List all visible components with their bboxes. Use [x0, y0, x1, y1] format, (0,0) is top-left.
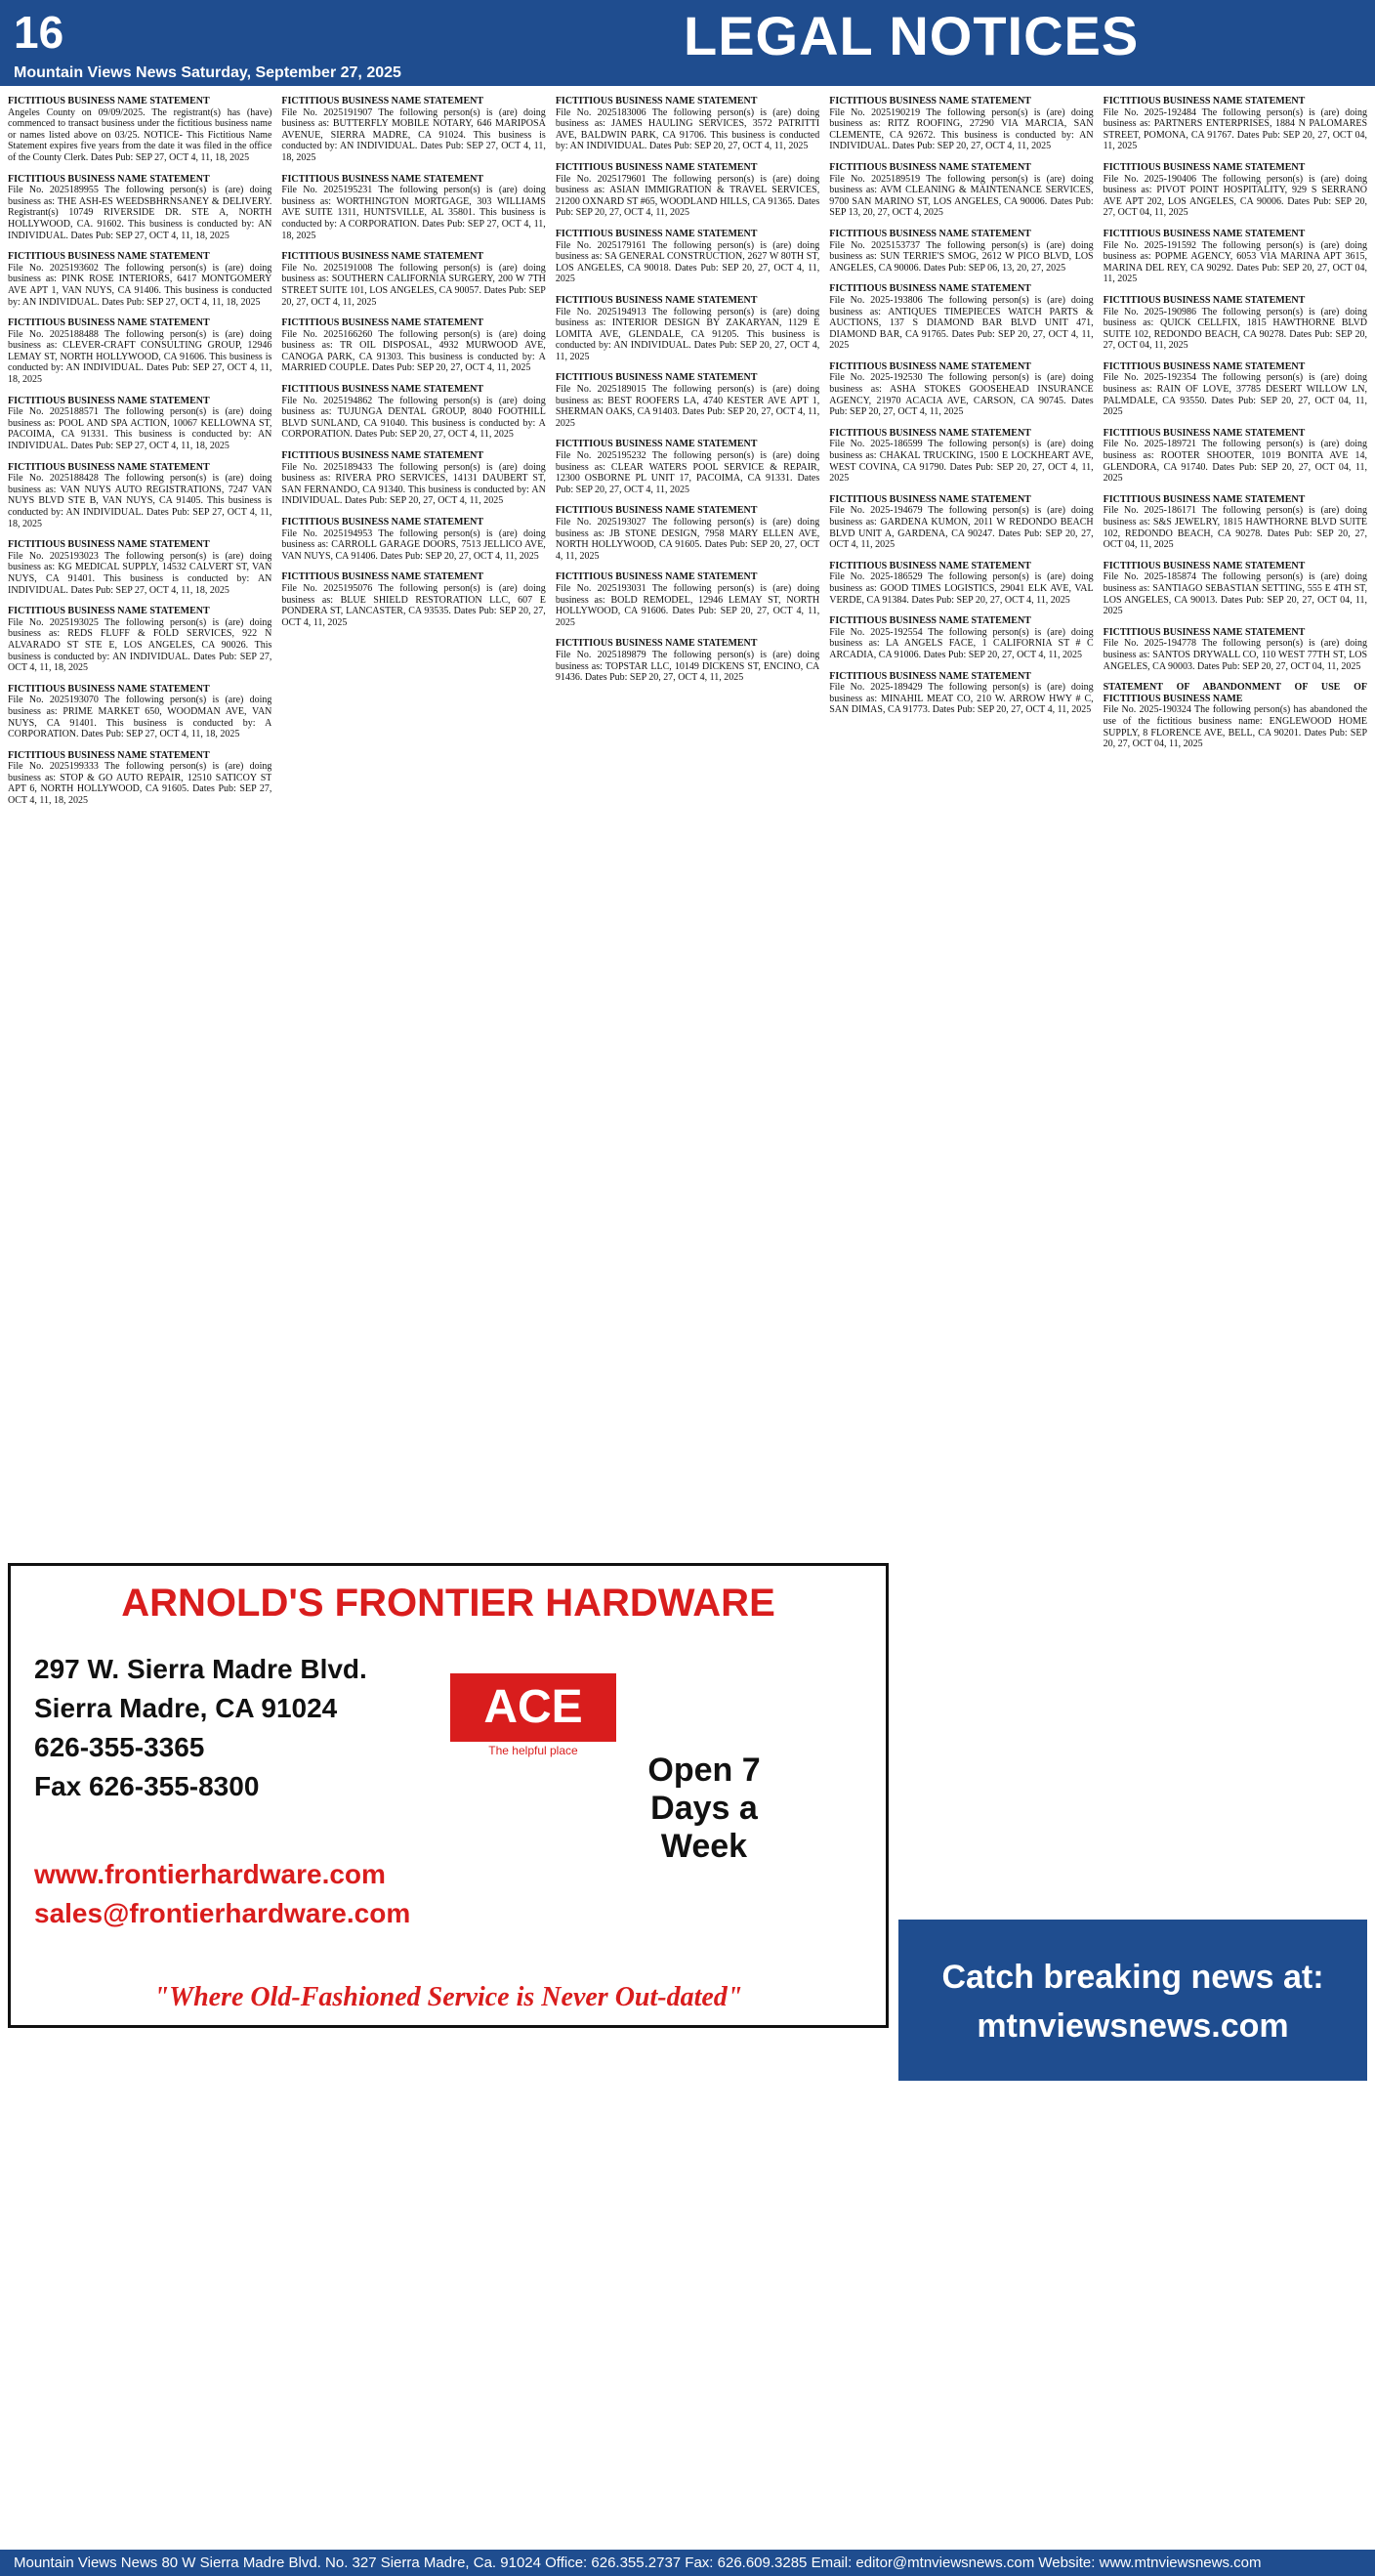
- ace-tagline: The helpful place: [488, 1744, 578, 1757]
- notice-title: FICTITIOUS BUSINESS NAME STATEMENT: [829, 96, 1031, 106]
- ad-fax: Fax 626-355-8300: [34, 1771, 260, 1801]
- publication-name: Mountain Views News: [14, 64, 177, 81]
- notice-title: FICTITIOUS BUSINESS NAME STATEMENT: [829, 560, 1031, 571]
- ad-address-line2: Sierra Madre, CA 91024: [34, 1693, 338, 1723]
- legal-notice: [8, 96, 271, 164]
- notice-title: FICTITIOUS BUSINESS NAME STATEMENT: [8, 683, 210, 695]
- notice-body: File No. 2025193070 The following person(s) is (are) doing business as: PRIME MARKET 650, WOODMAN AVE, VAN NUYS, CA 91401. This business is conducted by: A CORPORATION. Dates Pub: SEP 27, OCT 4, 11, 18, 2025: [8, 695, 272, 740]
- notice-body: File No. 2025188428 The following person(s) is (are) doing business as: VAN NUYS AUTO REGISTRATIONS, 7247 VAN NUYS BLVD STE B, VAN NUYS, CA 91405. This business is conducted by: AN INDIVIDUAL. Dates Pub: SEP 27, OCT 4, 11, 18, 2025: [8, 473, 272, 529]
- notice-body: File No. 2025153737 The following person(s) is (are) doing business as: SUN TERRIE'S SMOG, 2612 W PICO BLVD, LOS ANGELES, CA 90006. Dates Pub: SEP 06, 13, 20, 27, 2025: [829, 239, 1094, 274]
- legal-notice: [8, 750, 271, 807]
- notice-title: FICTITIOUS BUSINESS NAME STATEMENT: [8, 96, 210, 106]
- notice-body: File No. 2025191008 The following person(s) is (are) doing business as: SOUTHERN CALIFORNIA SURGERY, 200 W 7TH STREET SUITE 101, LOS ANGELES, CA 90057. Dates Pub: SEP 20, 27, OCT 4, 11, 2025: [281, 262, 546, 308]
- ad-title: ARNOLD'S FRONTIER HARDWARE: [121, 1582, 775, 1625]
- legal-notice: [829, 615, 1093, 660]
- notice-title: FICTITIOUS BUSINESS NAME STATEMENT: [281, 517, 484, 528]
- ad-website-link[interactable]: www.frontierhardware.com: [34, 1859, 386, 1889]
- notice-title: FICTITIOUS BUSINESS NAME STATEMENT: [829, 427, 1031, 439]
- notice-body: File No. 2025-190406 The following person(s) is (are) doing business as: PIVOT POINT HOSPITALITY, 929 S SERRANO AVE APT 202, LOS ANGELES, CA 90006. Dates Pub: SEP 20, 27, OCT 04, 11, 2025: [1103, 173, 1368, 219]
- notice-title: FICTITIOUS BUSINESS NAME STATEMENT: [829, 493, 1031, 505]
- notice-body: File No. 2025189015 The following person(s) is (are) doing business as: BEST ROOFERS LA, 4740 KESTER AVE APT 1, SHERMAN OAKS, CA 91403. Dates Pub: SEP 20, 27, OCT 4, 11, 2025: [555, 384, 820, 429]
- notice-body: File No. 2025193027 The following person(s) is (are) doing business as: JB STONE DESIGN, 7958 MARY ELLEN AVE, NORTH HOLLYWOOD, CA 91605. Dates Pub: SEP 20, 27, OCT 4, 11, 2025: [555, 517, 820, 562]
- legal-notice: [281, 571, 545, 628]
- legal-notice: [556, 162, 819, 219]
- legal-notice: [8, 396, 271, 452]
- legal-notice: [8, 606, 271, 674]
- notice-body: File No. 2025-194778 The following person(s) is (are) doing business as: SANTOS DRYWALL CO, 110 WEST 77TH ST, LOS ANGELES, CA 90003. Dates Pub: SEP 20, 27, OCT 04, 11, 2025: [1103, 638, 1368, 672]
- notice-body: Angeles County on 09/09/2025. The registrant(s) has (have) commenced to transact business under the fictitious business name or names listed above on 03/25. NOTICE- This Fictitious Name Statement expires five years from the date it was filed in the office of the County Clerk. Dates Pub: SEP 27, OCT 4, 11, 18, 2025: [8, 106, 272, 163]
- notice-body: File No. 2025193602 The following person(s) is (are) doing business as: PINK ROSE INTERIORS, 6417 MONTGOMERY AVE APT 1, VAN NUYS, CA 91406. This business is conducted by: AN INDIVIDUAL. Dates Pub: SEP 27, OCT 4, 11, 18, 2025: [8, 262, 272, 308]
- notice-body: File No. 2025189433 The following person(s) is (are) doing business as: RIVERA PRO SERVICES, 14131 DAUBERT ST, SAN FERNANDO, CA 91340. This business is conducted by: AN INDIVIDUAL. Dates Pub: SEP 20, 27, OCT 4, 11, 2025: [281, 461, 546, 507]
- notice-body: File No. 2025191907 The following person(s) is (are) doing business as: BUTTERFLY MOBILE NOTARY, 646 MARIPOSA AVENUE, SIERRA MADRE, CA 91024. This business is conducted by: AN INDIVIDUAL. Dates Pub: SEP 27, OCT 4, 11, 18, 2025: [281, 106, 546, 163]
- legal-notice: [829, 428, 1093, 485]
- notice-title: FICTITIOUS BUSINESS NAME STATEMENT: [829, 228, 1031, 239]
- notice-body: File No. 2025189955 The following person(s) is (are) doing business as: THE ASH-ES WEEDSBHRNSANEY & DELIVERY. Registrant(s) 10749 RIVERSIDE DR. STE A, NORTH HOLLYWOOD, CA. 91602. This business is conducted by: AN INDIVIDUAL. Dates Pub: SEP 27, OCT 4, 11, 18, 2025: [8, 185, 272, 241]
- notices-column-5: [1104, 96, 1367, 1532]
- notice-title: FICTITIOUS BUSINESS NAME STATEMENT: [8, 317, 210, 329]
- notice-title: FICTITIOUS BUSINESS NAME STATEMENT: [281, 251, 484, 263]
- ad-hours: Open 7 Days a Week: [647, 1752, 761, 1865]
- notice-title: FICTITIOUS BUSINESS NAME STATEMENT: [555, 372, 758, 384]
- legal-notice: [556, 439, 819, 495]
- legal-notice: [1104, 361, 1367, 418]
- notice-body: File No. 2025-190986 The following person(s) is (are) doing business as: QUICK CELLFIX, 1815 HAWTHORNE BLVD SUITE 102, REDONDO BEACH, CA 90278. Dates Pub: SEP 20, 27, OCT 04, 11, 2025: [1103, 306, 1368, 352]
- notice-body: File No. 2025-192354 The following person(s) is (are) doing business as: RAIN OF LOVE, 37785 DESERT WILLOW LN, PALMDALE, CA 93550. Dates Pub: SEP 20, 27, OCT 04, 11, 2025: [1103, 372, 1368, 418]
- publication-date: Saturday, September 27, 2025: [181, 64, 401, 81]
- notice-body: File No. 2025-186529 The following person(s) is (are) doing business as: GOOD TIMES LOGISTICS, 29041 ELK AVE, VAL VERDE, CA 91384. Dates Pub: SEP 20, 27, OCT 4, 11, 2025: [829, 571, 1094, 606]
- legal-notice: [281, 517, 545, 562]
- notice-title: FICTITIOUS BUSINESS NAME STATEMENT: [8, 395, 210, 406]
- notice-title: FICTITIOUS BUSINESS NAME STATEMENT: [1103, 96, 1306, 106]
- notice-title: FICTITIOUS BUSINESS NAME STATEMENT: [8, 539, 210, 551]
- notice-body: File No. 2025166260 The following person(s) is (are) doing business as: TR OIL DISPOSAL, 4932 MURWOOD AVE, CANOGA PARK, CA 91303. This business is conducted by: A MARRIED COUPLE. Dates Pub: SEP 20, 27, OCT 4, 11, 2025: [281, 328, 546, 374]
- notice-title: FICTITIOUS BUSINESS NAME STATEMENT: [555, 161, 758, 173]
- notice-body: File No. 2025-192484 The following person(s) is (are) doing business as: PARTNERS ENTERPRISES, 1884 N PALOMARES STREET, POMONA, CA 91767. Dates Pub: SEP 20, 27, OCT 04, 11, 2025: [1103, 106, 1368, 152]
- legal-notice: [556, 372, 819, 429]
- legal-notice: [829, 229, 1093, 274]
- notices-column-4: [829, 96, 1093, 1532]
- notice-title: FICTITIOUS BUSINESS NAME STATEMENT: [281, 571, 484, 583]
- notice-title: FICTITIOUS BUSINESS NAME STATEMENT: [1103, 560, 1306, 571]
- notice-body: File No. 2025189879 The following person(s) is (are) doing business as: TOPSTAR LLC, 10149 DICKENS ST, ENCINO, CA 91436. Dates Pub: SEP 20, 27, OCT 4, 11, 2025: [555, 649, 820, 684]
- notice-title: FICTITIOUS BUSINESS NAME STATEMENT: [1103, 360, 1306, 372]
- legal-notice: [556, 295, 819, 363]
- notice-title: FICTITIOUS BUSINESS NAME STATEMENT: [1103, 228, 1306, 239]
- notice-body: File No. 2025193025 The following person(s) is (are) doing business as: REDS FLUFF & FOLD SERVICES, 922 N ALVARADO ST STE E, LOS ANGELES, CA 90026. This business is conducted by: AN INDIVIDUAL. Dates Pub: SEP 27, OCT 4, 11, 18, 2025: [8, 616, 272, 674]
- notice-body: File No. 2025-189721 The following person(s) is (are) doing business as: ROOTER SHOOTER, 1019 BONITA AVE 14, GLENDORA, CA 91740. Dates Pub: SEP 20, 27, OCT 04, 11, 2025: [1103, 439, 1368, 485]
- notice-body: File No. 2025194913 The following person(s) is (are) doing business as: INTERIOR DESIGN BY ZAKARYAN, 1129 E LOMITA AVE, GLENDALE, CA 91205. This business is conducted by: AN INDIVIDUAL. Dates Pub: SEP 20, 27, OCT 4, 11, 2025: [555, 306, 820, 362]
- notice-title: FICTITIOUS BUSINESS NAME STATEMENT: [281, 96, 484, 106]
- notice-body: File No. 2025193023 The following person(s) is (are) doing business as: KG MEDICAL SUPPLY, 14532 CALVERT ST, VAN NUYS, CA 91401. This business is conducted by: AN INDIVIDUAL. Dates Pub: SEP 27, OCT 4, 11, 18, 2025: [8, 550, 272, 596]
- legal-notice: [556, 505, 819, 562]
- legal-notice: [829, 361, 1093, 418]
- legal-notice: [829, 561, 1093, 606]
- notice-body: File No. 2025-192530 The following person(s) is (are) doing business as: ASHA STOKES GOOSEHEAD INSURANCE AGENCY, 21970 ACACIA AVE, CARSON, CA 90745. Dates Pub: SEP 20, 27, OCT 4, 11, 2025: [829, 372, 1094, 418]
- legal-notice: [556, 229, 819, 285]
- legal-notice: [281, 251, 545, 308]
- hardware-store-ad[interactable]: [8, 1563, 889, 2028]
- footer-contact: Mountain Views News 80 W Sierra Madre Blvd. No. 327 Sierra Madre, Ca. 91024 Office: 626.355.2737 Fax: 626.609.3285 Email: editor@mtnviewsnews.com Website: www.mtnviewsnews.com: [14, 2555, 1262, 2571]
- notices-column-2: [281, 96, 545, 1532]
- notice-body: File No. 2025179601 The following person(s) is (are) doing business as: ASIAN IMMIGRATION & TRAVEL SERVICES, 21200 OXNARD ST #65, WOODLAND HILLS, CA 91365. Dates Pub: SEP 20, 27, OCT 4, 11, 2025: [555, 173, 820, 219]
- ad-address-line1: 297 W. Sierra Madre Blvd.: [34, 1654, 367, 1684]
- legal-notice: [1104, 627, 1367, 672]
- legal-notice: [829, 671, 1093, 716]
- breaking-news-line1: Catch breaking news at:: [941, 1959, 1324, 1996]
- notice-title: FICTITIOUS BUSINESS NAME STATEMENT: [281, 384, 484, 396]
- ad-slogan: "Where Old-Fashioned Service is Never Out-dated": [153, 1982, 743, 2012]
- ad-phone: 626-355-3365: [34, 1732, 205, 1762]
- notice-body: File No. 2025188571 The following person(s) is (are) doing business as: POOL AND SPA ACTION, 10067 KELLOWNA ST, PACOIMA, CA 91331. This business is conducted by: AN INDIVIDUAL. Dates Pub: SEP 27, OCT 4, 11, 18, 2025: [8, 406, 272, 452]
- notice-title: FICTITIOUS BUSINESS NAME STATEMENT: [555, 571, 758, 583]
- notice-body: File No. 2025190219 The following person(s) is (are) doing business as: RITZ ROOFING, 27290 VIA MARCIA, SAN CLEMENTE, CA 92672. This business is conducted by: AN INDIVIDUAL. Dates Pub: SEP 20, 27, OCT 4, 11, 2025: [829, 106, 1094, 152]
- notice-body: File No. 2025195232 The following person(s) is (are) doing business as: CLEAR WATERS POOL SERVICE & REPAIR, 12300 OSBORNE PL UNIT 17, PACOIMA, CA 91331. Dates Pub: SEP 20, 27, OCT 4, 11, 2025: [555, 450, 820, 495]
- legal-notice: [829, 162, 1093, 219]
- legal-notice: [829, 494, 1093, 551]
- notice-title: FICTITIOUS BUSINESS NAME STATEMENT: [1103, 493, 1306, 505]
- notice-title: FICTITIOUS BUSINESS NAME STATEMENT: [555, 505, 758, 517]
- notice-title: FICTITIOUS BUSINESS NAME STATEMENT: [555, 294, 758, 306]
- notice-title: FICTITIOUS BUSINESS NAME STATEMENT: [829, 360, 1031, 372]
- notice-body: File No. 2025-191592 The following person(s) is (are) doing business as: POPME AGENCY, 6053 VIA MARINA APT 3615, MARINA DEL REY, CA 90292. Dates Pub: SEP 20, 27, OCT 04, 11, 2025: [1103, 239, 1368, 285]
- notice-body: File No. 2025199333 The following person(s) is (are) doing business as: STOP & GO AUTO REPAIR, 12510 SATICOY ST APT 6, NORTH HOLLYWOOD, CA 91605. Dates Pub: SEP 27, OCT 4, 11, 18, 2025: [8, 761, 272, 807]
- legal-notice: [8, 251, 271, 308]
- legal-notice: [8, 317, 271, 386]
- notice-title: FICTITIOUS BUSINESS NAME STATEMENT: [829, 283, 1031, 295]
- legal-notice: [556, 96, 819, 152]
- breaking-news-url[interactable]: mtnviewsnews.com: [977, 2007, 1289, 2045]
- section-title: LEGAL NOTICES: [684, 5, 1140, 66]
- notice-title: FICTITIOUS BUSINESS NAME STATEMENT: [8, 173, 210, 185]
- notice-title: FICTITIOUS BUSINESS NAME STATEMENT: [281, 173, 484, 185]
- notice-title: FICTITIOUS BUSINESS NAME STATEMENT: [555, 96, 758, 106]
- notice-title: FICTITIOUS BUSINESS NAME STATEMENT: [1103, 626, 1306, 638]
- notice-body: File No. 2025179161 The following person(s) is (are) doing business as: SA GENERAL CONSTRUCTION, 2627 W 80TH ST, LOS ANGELES, CA 90018. Dates Pub: SEP 20, 27, OCT 4, 11, 2025: [555, 239, 820, 285]
- notice-body: File No. 2025-192554 The following person(s) is (are) doing business as: LA ANGELS FACE, 1 CALIFORNIA ST # C ARCADIA, CA 91006. Dates Pub: SEP 20, 27, OCT 4, 11, 2025: [829, 626, 1094, 660]
- notice-body: File No. 2025195076 The following person(s) is (are) doing business as: BLUE SHIELD RESTORATION LLC, 607 E PONDERA ST, LANCASTER, CA 93535. Dates Pub: SEP 20, 27, OCT 4, 11, 2025: [281, 582, 546, 628]
- notice-title: FICTITIOUS BUSINESS NAME STATEMENT: [8, 251, 210, 263]
- notice-title: FICTITIOUS BUSINESS NAME STATEMENT: [829, 161, 1031, 173]
- notice-body: File No. 2025194862 The following person(s) is (are) doing business as: TUJUNGA DENTAL GROUP, 8040 FOOTHILL BLVD SUNLAND, CA 91040. This business is conducted by: A CORPORATION. Dates Pub: SEP 20, 27, OCT 4, 11, 2025: [281, 395, 546, 441]
- page-number: 16: [14, 7, 64, 58]
- ad-email-link[interactable]: sales@frontierhardware.com: [34, 1898, 411, 1928]
- notice-body: File No. 2025193031 The following person(s) is (are) doing business as: BOLD REMODEL, 12946 LEMAY ST, NORTH HOLLYWOOD, CA 91606. Dates Pub: SEP 20, 27, OCT 4, 11, 2025: [555, 582, 820, 628]
- notice-body: File No. 2025-186171 The following person(s) is (are) doing business as: S&S JEWELRY, 1815 HAWTHORNE BLVD SUITE 102, REDONDO BEACH, CA 90278. Dates Pub: SEP 20, 27, OCT 04, 11, 2025: [1103, 505, 1368, 551]
- notice-body: File No. 2025195231 The following person(s) is (are) doing business as: WORTHINGTON MORTGAGE, 303 WILLIAMS AVE SUITE 1311, HUNTSVILLE, AL 35801. This business is conducted by: A CORPORATION. Dates Pub: SEP 27, OCT 4, 11, 18, 2025: [281, 185, 546, 241]
- notices-column-3: [556, 96, 819, 1532]
- notice-body: File No. 2025-194679 The following person(s) is (are) doing business as: GARDENA KUMON, 2011 W REDONDO BEACH BLVD UNIT A, GARDENA, CA 90247. Dates Pub: SEP 20, 27, OCT 4, 11, 2025: [829, 505, 1094, 551]
- notice-title: FICTITIOUS BUSINESS NAME STATEMENT: [829, 615, 1031, 627]
- breaking-news-banner[interactable]: [898, 1920, 1367, 2081]
- legal-notice: [829, 96, 1093, 152]
- notice-title: FICTITIOUS BUSINESS NAME STATEMENT: [8, 749, 210, 761]
- legal-notice: [8, 539, 271, 596]
- notice-title: FICTITIOUS BUSINESS NAME STATEMENT: [1103, 161, 1306, 173]
- notice-title: FICTITIOUS BUSINESS NAME STATEMENT: [1103, 294, 1306, 306]
- notice-title: FICTITIOUS BUSINESS NAME STATEMENT: [1103, 427, 1306, 439]
- legal-notice: [1104, 561, 1367, 617]
- legal-notice: [8, 462, 271, 530]
- legal-notice: [1104, 229, 1367, 285]
- legal-notice: [556, 638, 819, 683]
- legal-notice: [8, 684, 271, 740]
- ace-logo: ACE: [450, 1673, 616, 1742]
- page-header: [0, 0, 1375, 86]
- legal-notice: [281, 174, 545, 242]
- notice-body: File No. 2025-185874 The following person(s) is (are) doing business as: SANTIAGO SEBASTIAN SETTING, 555 E 4TH ST, LOS ANGELES, CA 90013. Dates Pub: SEP 20, 27, OCT 04, 11, 2025: [1103, 571, 1368, 617]
- legal-notice: [1104, 162, 1367, 219]
- notice-title: FICTITIOUS BUSINESS NAME STATEMENT: [555, 638, 758, 650]
- notice-body: File No. 2025-193806 The following person(s) is (are) doing business as: ANTIQUES TIMEPIECES WATCH PARTS & AUCTIONS, 137 S DIAMOND BAR BLVD UNIT 471, DIAMOND BAR, CA 91765. Dates Pub: SEP 20, 27, OCT 4, 11, 2025: [829, 294, 1094, 352]
- notices-column-1: [8, 96, 271, 1532]
- notice-title: FICTITIOUS BUSINESS NAME STATEMENT: [829, 670, 1031, 682]
- publication-dateline: [14, 64, 401, 82]
- legal-notice: [281, 317, 545, 374]
- legal-notice: [1104, 428, 1367, 485]
- legal-notice: [1104, 295, 1367, 352]
- notice-body: File No. 2025188488 The following person(s) is (are) doing business as: CLEVER-CRAFT CONSULTING GROUP, 12946 LEMAY ST, NORTH HOLLYWOOD, CA 91606. This business is conducted by: AN INDIVIDUAL. Dates Pub: SEP 27, OCT 4, 11, 18, 2025: [8, 328, 272, 386]
- legal-notice: [8, 174, 271, 242]
- legal-notice: [1104, 494, 1367, 551]
- legal-notice: [281, 450, 545, 507]
- notice-body: File No. 2025189519 The following person(s) is (are) doing business as: AVM CLEANING & MAINTENANCE SERVICES, 9700 SAN MARINO ST, LOS ANGELES, CA 90006. Dates Pub: SEP 13, 20, 27, OCT 4, 2025: [829, 173, 1094, 219]
- notice-body: File No. 2025194953 The following person(s) is (are) doing business as: CARROLL GARAGE DOORS, 7513 JELLICO AVE, VAN NUYS, CA 91406. Dates Pub: SEP 20, 27, OCT 4, 11, 2025: [281, 528, 546, 562]
- notice-title: FICTITIOUS BUSINESS NAME STATEMENT: [555, 228, 758, 239]
- legal-notice: [1104, 682, 1367, 750]
- notice-title: FICTITIOUS BUSINESS NAME STATEMENT: [8, 606, 210, 617]
- notice-body: File No. 2025-189429 The following person(s) is (are) doing business as: MINAHIL MEAT CO, 210 W. ARROW HWY # C, SAN DIMAS, CA 91773. Dates Pub: SEP 20, 27, OCT 4, 11, 2025: [829, 682, 1094, 716]
- notice-title: FICTITIOUS BUSINESS NAME STATEMENT: [8, 461, 210, 473]
- notice-title: FICTITIOUS BUSINESS NAME STATEMENT: [555, 439, 758, 450]
- notice-body: File No. 2025-186599 The following person(s) is (are) doing business as: CHAKAL TRUCKING, 1500 E LOCKHEART AVE, WEST COVINA, CA 91790. Dates Pub: SEP 20, 27, OCT 4, 11, 2025: [829, 439, 1094, 485]
- legal-notice: [829, 283, 1093, 352]
- legal-notice: [1104, 96, 1367, 152]
- notice-title: STATEMENT OF ABANDONMENT OF USE OF FICTITIOUS BUSINESS NAME: [1103, 682, 1368, 704]
- legal-notice: [556, 571, 819, 628]
- legal-notice: [281, 96, 545, 164]
- notices-columns: [8, 96, 1367, 1532]
- notice-body: File No. 2025183006 The following person(s) is (are) doing business as: JAMES HAULING SERVICES, 3572 PATRITTI AVE, BALDWIN PARK, CA 91706. This business is conducted by: AN INDIVIDUAL. Dates Pub: SEP 20, 27, OCT 4, 11, 2025: [555, 106, 820, 152]
- legal-notice: [281, 384, 545, 441]
- notice-body: File No. 2025-190324 The following person(s) has abandoned the use of the fictitious business name: ENGLEWOOD HOME SUPPLY, 8 FLORENCE AVE, BELL, CA 90201. Dates Pub: SEP 20, 27, OCT 04, 11, 2025: [1103, 704, 1368, 750]
- page-footer: [0, 2550, 1375, 2576]
- notice-title: FICTITIOUS BUSINESS NAME STATEMENT: [281, 450, 484, 462]
- notice-title: FICTITIOUS BUSINESS NAME STATEMENT: [281, 317, 484, 329]
